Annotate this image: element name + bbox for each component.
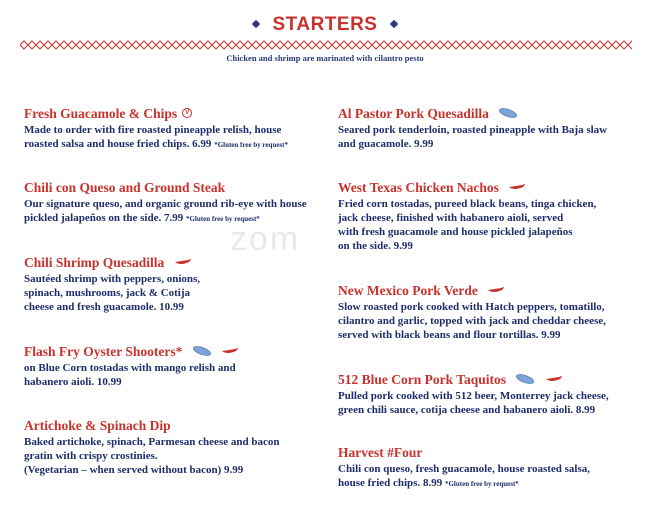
diamond-left-icon (252, 19, 260, 27)
item-description: Made to order with fire roasted pineapple relish, house roasted salsa and house fried chips. 6.99 *Gluten free by request* (24, 124, 289, 150)
item-title: Harvest #Four (338, 445, 423, 460)
diamond-right-icon (389, 19, 397, 27)
menu-header (0, 14, 650, 36)
menu-item-pork-taquitos (338, 372, 638, 417)
item-description: Slow roasted pork cooked with Hatch peppers, tomatillo, cilantro and garlic, topped with jack and cheddar cheese, served with black beans and flour tortillas. 9.99 (338, 301, 606, 341)
item-description: Fried corn tostadas, pureed black beans, tinga chicken, jack cheese, finished with habanero aioli, served with fresh guacamole and house pickled jalapeños on the side. 9.99 (338, 198, 597, 252)
chili-pepper-icon (487, 286, 505, 294)
menu-item-chili-queso (24, 180, 322, 226)
item-description: Pulled pork cooked with 512 beer, Monterrey jack cheese, green chili sauce, cotija cheese and habanero aioli. 8.99 (338, 390, 609, 416)
item-title: Al Pastor Pork Quesadilla (338, 106, 489, 121)
item-title: Artichoke & Spinach Dip (24, 418, 171, 433)
menu-subtitle: Chicken and shrimp are marinated with cilantro pesto (226, 53, 424, 63)
menu-item-shrimp-quesadilla (24, 255, 322, 314)
chili-pepper-icon (221, 347, 239, 355)
gluten-note: *Gluten free by request* (185, 215, 260, 223)
chili-pepper-icon (508, 183, 526, 191)
vegetarian-icon: V (182, 108, 192, 118)
item-title: West Texas Chicken Nachos (338, 180, 499, 195)
item-title: New Mexico Pork Verde (338, 283, 478, 298)
chili-pepper-icon (174, 258, 192, 266)
menu-item-harvest-four (338, 445, 638, 491)
item-title: Fresh Guacamole & Chips (24, 106, 178, 121)
item-title: Chili con Queso and Ground Steak (24, 180, 226, 195)
decorative-border (20, 40, 632, 50)
gluten-note: *Gluten free by request* (444, 480, 519, 488)
menu-item-pork-verde (338, 283, 638, 342)
item-description: Chili con queso, fresh guacamole, house roasted salsa, house fried chips. 8.99 *Gluten free by request* (338, 463, 591, 489)
menu-item-artichoke-dip (24, 418, 322, 477)
watermark: zom (230, 220, 301, 258)
item-description: Baked artichoke, spinach, Parmesan cheese and bacon gratin with crispy crostinies. (Vegetarian – when served without bacon) 9.99 (24, 436, 280, 476)
blue-corn-icon (498, 107, 518, 119)
chili-pepper-icon (545, 375, 563, 383)
item-description: Seared pork tenderloin, roasted pineapple with Baja slaw and guacamole. 9.99 (338, 124, 608, 150)
blue-corn-icon (192, 345, 212, 357)
menu-item-guacamole (24, 106, 322, 152)
item-title: 512 Blue Corn Pork Taquitos (338, 372, 507, 387)
item-title: Chili Shrimp Quesadilla (24, 255, 165, 270)
section-title: STARTERS (272, 14, 378, 35)
menu-item-pastor-quesadilla (338, 106, 638, 151)
item-description: Our signature queso, and organic ground rib-eye with house pickled jalapeños on the side. 7.99 *Gluten free by request* (24, 198, 307, 224)
blue-corn-icon (515, 373, 535, 385)
item-title: Flash Fry Oyster Shooters* (24, 344, 183, 359)
item-description: on Blue Corn tostadas with mango relish and habanero aioli. 10.99 (24, 362, 236, 388)
menu-item-oyster-shooters (24, 344, 322, 389)
menu-item-chicken-nachos (338, 180, 638, 253)
item-description: Sautéed shrimp with peppers, onions, spinach, mushrooms, jack & Cotija cheese and fresh guacamole. 10.99 (24, 273, 201, 313)
gluten-note: *Gluten free by request* (214, 141, 289, 149)
